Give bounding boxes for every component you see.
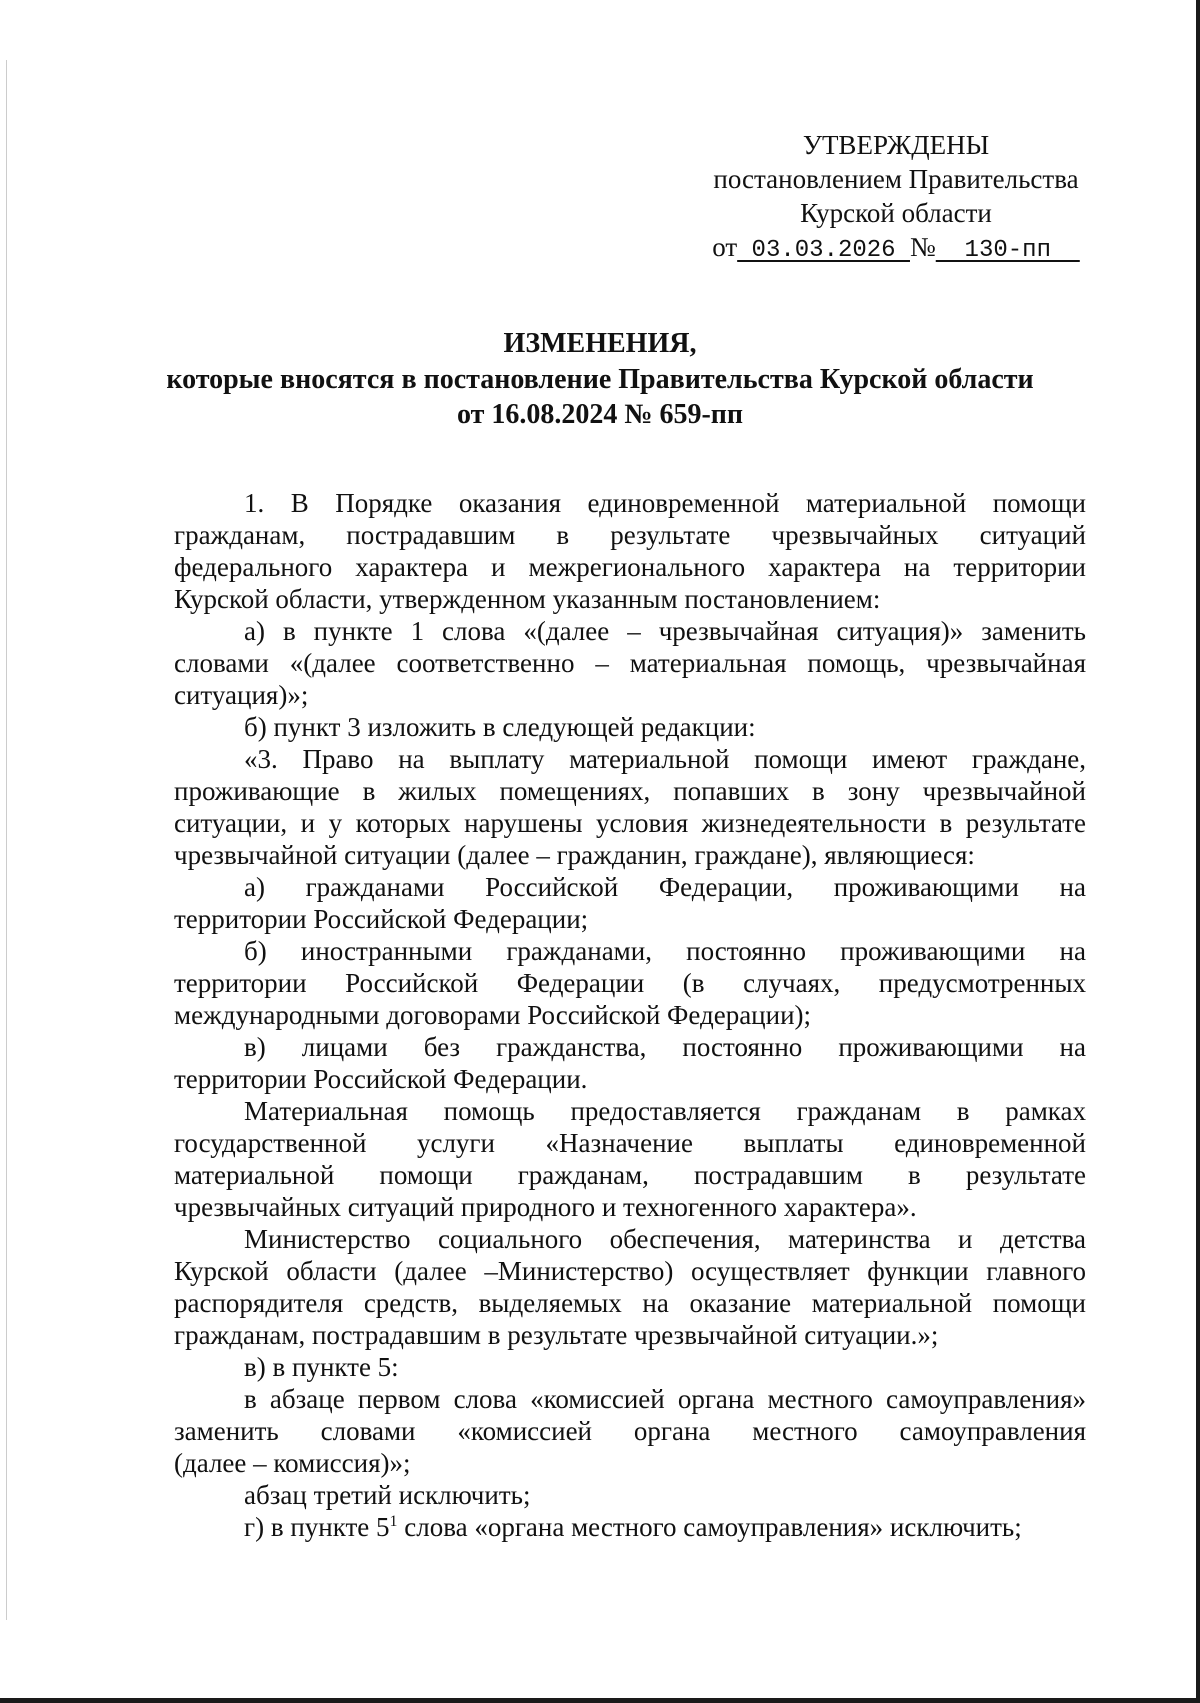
document-subheading-line-2: от 16.08.2024 № 659-пп xyxy=(456,399,744,430)
scan-edge-bottom xyxy=(0,1698,1200,1703)
approval-decree-line: постановлением Правительства xyxy=(713,164,1079,194)
body-line: чрезвычайных ситуаций природного и техногенного характера». xyxy=(174,1192,917,1222)
body-line: проживающие в жилых помещениях, попавших в зону чрезвычайной xyxy=(174,776,1086,806)
body-line xyxy=(244,1511,1086,1544)
decree-number: 130-пп xyxy=(935,237,1080,264)
decree-date: 03.03.2026 xyxy=(737,237,910,264)
body-line: б) иностранными гражданами, постоянно проживающими на xyxy=(244,936,1086,966)
body-line: территории Российской Федерации; xyxy=(174,904,589,934)
approval-region-line: Курской области xyxy=(800,198,992,228)
body-line: абзац третий исключить; xyxy=(244,1480,531,1510)
body-line: государственной услуги «Назначение выплаты единовременной xyxy=(174,1128,1086,1158)
approval-date-number-line xyxy=(696,230,1096,268)
body-line: материальной помощи гражданам, пострадавшим в результате xyxy=(174,1160,1086,1190)
body-line: «3. Право на выплату материальной помощи имеют граждане, xyxy=(244,744,1086,774)
body-line: (далее – комиссия)»; xyxy=(174,1448,411,1478)
body-line: заменить словами «комиссией органа местного самоуправления xyxy=(174,1416,1086,1446)
body-line: 1. В Порядке оказания единовременной материальной помощи xyxy=(244,488,1086,518)
body-line: гражданам, пострадавшим в результате чрезвычайной ситуации.»; xyxy=(174,1320,939,1350)
approval-label: УТВЕРЖДЕНЫ xyxy=(802,130,990,160)
body-line: федерального характера и межрегионального характера на территории xyxy=(174,552,1086,582)
body-line: в) лицами без гражданства, постоянно проживающими на xyxy=(244,1032,1086,1062)
body-line-text: слова «органа местного самоуправления» исключить; xyxy=(397,1512,1022,1542)
body-line: Министерство социального обеспечения, материнства и детства xyxy=(244,1224,1086,1254)
number-sign: № xyxy=(909,232,936,262)
date-prefix: от xyxy=(712,232,738,262)
body-line: ситуация)»; xyxy=(174,680,309,710)
body-line: территории Российской Федерации. xyxy=(174,1064,588,1094)
body-line: в) в пункте 5: xyxy=(244,1352,399,1382)
body-line: в абзаце первом слова «комиссией органа местного самоуправления» xyxy=(244,1384,1086,1414)
scan-edge-right xyxy=(1196,0,1200,1703)
body-line-text: г) в пункте 5 xyxy=(244,1512,390,1542)
body-line: международными договорами Российской Федерации); xyxy=(174,1000,812,1030)
superscript-index: 1 xyxy=(389,1513,398,1530)
body-line: Материальная помощь предоставляется гражданам в рамках xyxy=(244,1096,1086,1126)
body-line: Курской области (далее –Министерство) осуществляет функции главного xyxy=(174,1256,1086,1286)
body-line: а) в пункте 1 слова «(далее – чрезвычайная ситуация)» заменить xyxy=(244,616,1086,646)
scan-edge-left xyxy=(6,60,7,1620)
document-subheading-line-1: которые вносятся в постановление Правительства Курской области xyxy=(166,364,1034,395)
body-line: чрезвычайной ситуации (далее – гражданин, граждане), являющиеся: xyxy=(174,840,975,870)
body-line: б) пункт 3 изложить в следующей редакции: xyxy=(244,712,756,742)
body-line: словами «(далее соответственно – материальная помощь, чрезвычайная xyxy=(174,648,1086,678)
body-line: а) гражданами Российской Федерации, проживающими на xyxy=(244,872,1086,902)
body-line: гражданам, пострадавшим в результате чрезвычайных ситуаций xyxy=(174,520,1086,550)
body-line: Курской области, утвержденном указанным постановлением: xyxy=(174,584,881,614)
body-line: территории Российской Федерации (в случаях, предусмотренных xyxy=(174,968,1086,998)
body-line: распорядителя средств, выделяемых на оказание материальной помощи xyxy=(174,1288,1086,1318)
document-heading: ИЗМЕНЕНИЯ, xyxy=(503,328,697,359)
body-line: ситуации, и у которых нарушены условия жизнедеятельности в результате xyxy=(174,808,1086,838)
